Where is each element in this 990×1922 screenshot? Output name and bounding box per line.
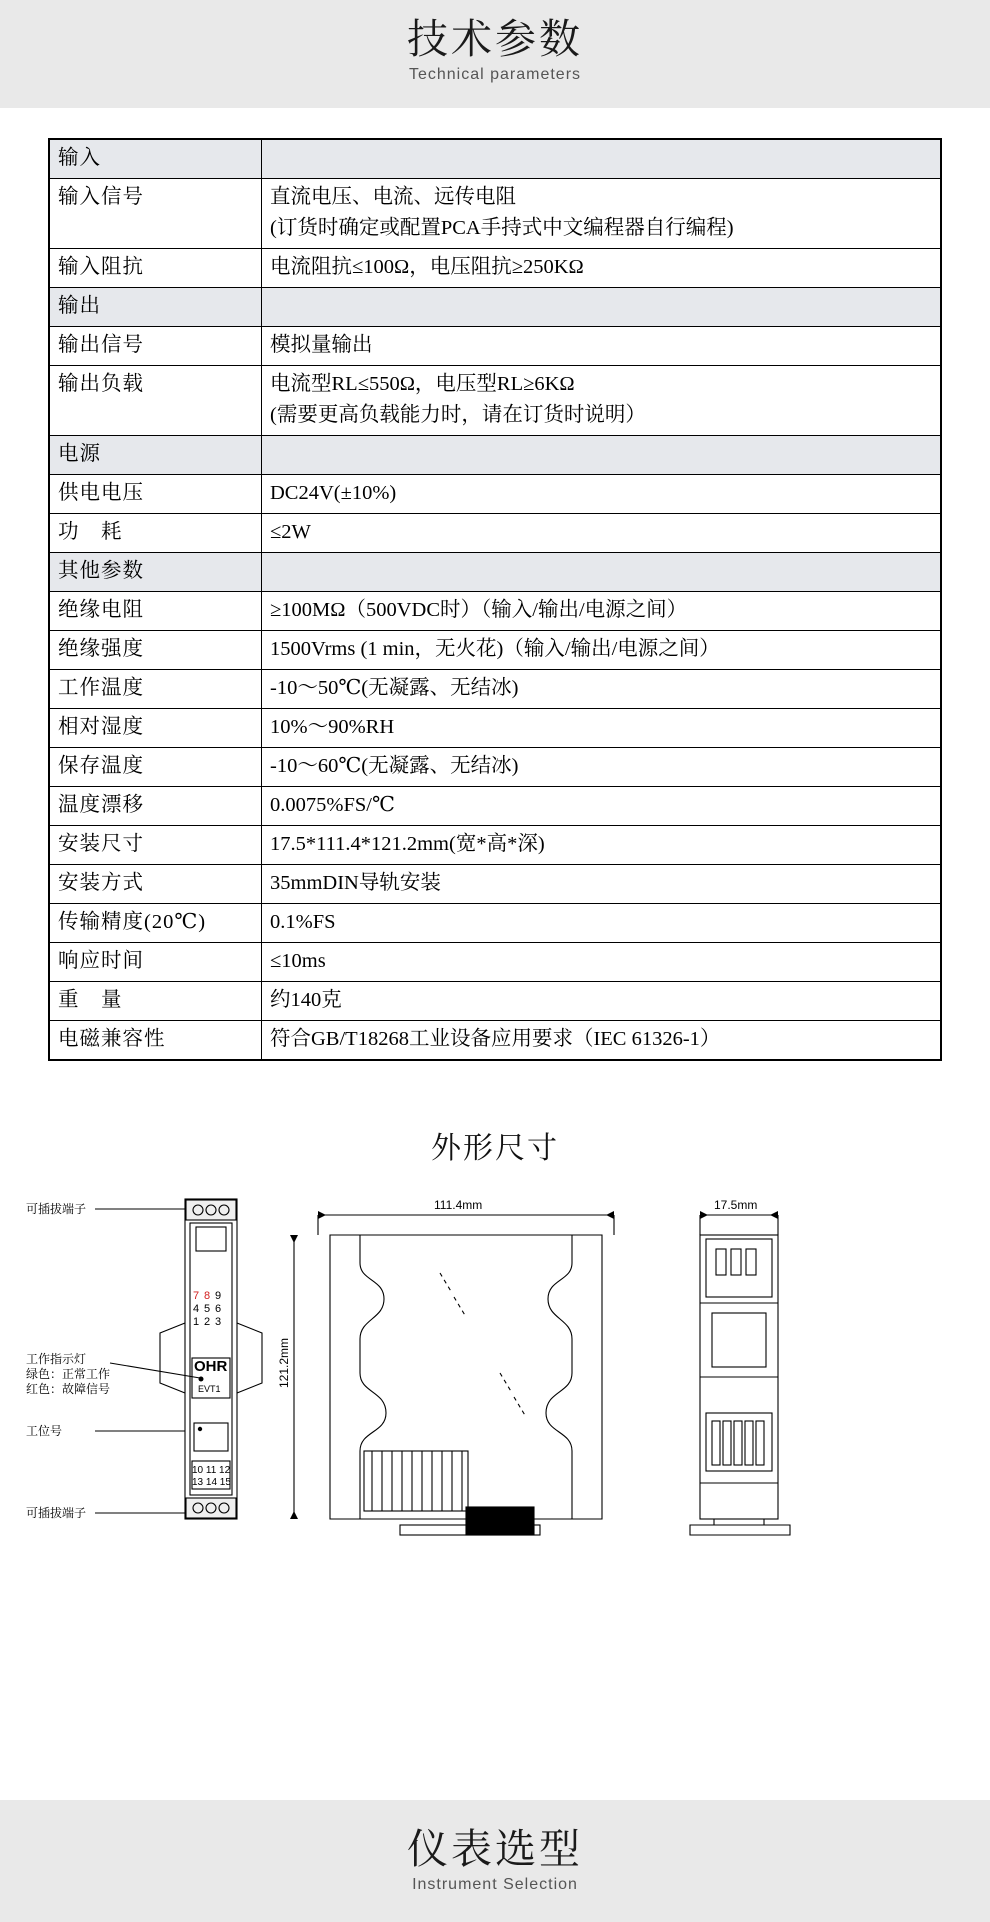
- spec-value: 电流阻抗≤100Ω，电压阻抗≥250KΩ: [262, 249, 942, 288]
- spec-label: 输入阻抗: [49, 249, 262, 288]
- spec-label: 输出负载: [49, 366, 262, 436]
- device-model: EVT1: [198, 1384, 221, 1394]
- spec-value: [262, 288, 942, 327]
- spec-value: 约140克: [262, 982, 942, 1021]
- spec-value: 1500Vrms (1 min，无火花)（输入/输出/电源之间）: [262, 631, 942, 670]
- terminal-number-9: 9: [215, 1290, 222, 1302]
- terminal-number-row-10-12: 10 11 12: [192, 1465, 231, 1476]
- technical-parameters-table: [48, 138, 942, 1061]
- table-row: [49, 670, 941, 709]
- spec-label: 功 耗: [49, 514, 262, 553]
- table-row: [49, 904, 941, 943]
- spec-value: ≥100MΩ（500VDC时）（输入/输出/电源之间）: [262, 592, 942, 631]
- table-row: [49, 288, 941, 327]
- spec-value: 0.1%FS: [262, 904, 942, 943]
- dimensions-title: 外形尺寸: [431, 1132, 559, 1165]
- spec-label: 输入信号: [49, 179, 262, 249]
- right-view-top-pins: [716, 1249, 756, 1275]
- spec-value: ≤10ms: [262, 943, 942, 982]
- measure-height: 121.2mm: [277, 1337, 291, 1388]
- spec-value-line2: (订货时确定或配置PCA手持式中文编程器自行编程): [270, 217, 734, 239]
- din-rail-clip: [466, 1507, 534, 1535]
- page-header-banner: [0, 0, 990, 108]
- dim-arrow-depth-left: [700, 1211, 708, 1219]
- spec-label: 相对湿度: [49, 709, 262, 748]
- spec-label: 输出信号: [49, 327, 262, 366]
- right-view-bottom-pins: [712, 1421, 764, 1465]
- spec-value: 10%～90%RH: [262, 709, 942, 748]
- spec-value: 17.5*111.4*121.2mm(宽*高*深): [262, 826, 942, 865]
- terminal-number-4: 4: [193, 1303, 200, 1315]
- spec-label: 输入: [49, 139, 262, 179]
- terminal-number-6: 6: [215, 1303, 222, 1315]
- label-indicator-red: 红色：故障信号: [26, 1382, 111, 1396]
- measure-width: 111.4mm: [434, 1198, 483, 1212]
- table-row: [49, 475, 941, 514]
- callout-line-indicator: [110, 1363, 200, 1378]
- callout-dot-indicator: [199, 1377, 204, 1382]
- spec-value: 0.0075%FS/℃: [262, 787, 942, 826]
- spec-value: [262, 553, 942, 592]
- table-row: [49, 327, 941, 366]
- dim-arrow-depth-right: [770, 1211, 778, 1219]
- spec-label: 绝缘电阻: [49, 592, 262, 631]
- spec-value: [262, 436, 942, 475]
- right-view-rail: [690, 1525, 790, 1535]
- spec-label: 温度漂移: [49, 787, 262, 826]
- table-row: [49, 943, 941, 982]
- label-top-terminal: 可插拔端子: [26, 1202, 87, 1216]
- side-dashed-detail: [440, 1273, 526, 1417]
- page-title: 技术参数: [407, 16, 583, 62]
- spec-value: 35mmDIN导轨安装: [262, 865, 942, 904]
- spec-value-line1: 电流型RL≤550Ω，电压型RL≥6KΩ: [270, 373, 575, 395]
- spec-value-line1: 直流电压、电流、远传电阻: [270, 186, 516, 208]
- table-row: [49, 748, 941, 787]
- spec-table-wrapper: [0, 108, 990, 1061]
- spec-value: [262, 139, 942, 179]
- side-profile-left: [330, 1235, 386, 1519]
- table-row: [49, 631, 941, 670]
- device-brand: OHR: [194, 1358, 228, 1375]
- table-row: [49, 514, 941, 553]
- tag-dot: [198, 1427, 202, 1431]
- dimension-drawing: [0, 1173, 990, 1563]
- spec-label: 重 量: [49, 982, 262, 1021]
- terminal-number-8: 8: [204, 1290, 211, 1302]
- dim-arrow-up: [290, 1235, 298, 1243]
- spec-value: -10～60℃(无凝露、无结冰): [262, 748, 942, 787]
- label-tag-number: 工位号: [26, 1424, 63, 1438]
- table-row: [49, 553, 941, 592]
- footer-subtitle: Instrument Selection: [412, 1876, 578, 1893]
- spec-value: [262, 366, 942, 436]
- table-row: [49, 865, 941, 904]
- terminal-number-1: 1: [193, 1316, 200, 1328]
- spec-label: 输出: [49, 288, 262, 327]
- spec-label: 传输精度(20℃): [49, 904, 262, 943]
- side-profile-right: [546, 1235, 602, 1519]
- spec-value: ≤2W: [262, 514, 942, 553]
- footer-title: 仪表选型: [407, 1826, 583, 1872]
- right-view-bottom-block: [706, 1413, 772, 1471]
- terminal-number-2: 2: [204, 1316, 211, 1328]
- spec-label: 电源: [49, 436, 262, 475]
- table-row: [49, 139, 941, 179]
- clip-right: [237, 1323, 262, 1393]
- terminal-number-7: 7: [193, 1290, 200, 1302]
- table-row: [49, 709, 941, 748]
- device-top-window: [196, 1227, 226, 1251]
- spec-label: 供电电压: [49, 475, 262, 514]
- label-indicator-green: 绿色：正常工作: [26, 1367, 111, 1381]
- page-footer-banner: [0, 1800, 990, 1922]
- spec-value: 模拟量输出: [262, 327, 942, 366]
- terminal-number-3: 3: [215, 1316, 222, 1328]
- clip-left: [160, 1323, 185, 1393]
- dim-arrow-down: [290, 1511, 298, 1519]
- table-row: [49, 436, 941, 475]
- table-row: [49, 826, 941, 865]
- dim-arrow-right: [606, 1211, 614, 1219]
- spec-label: 电磁兼容性: [49, 1021, 262, 1061]
- spec-label: 响应时间: [49, 943, 262, 982]
- right-view-mid-block: [712, 1313, 766, 1367]
- label-indicator-title: 工作指示灯: [26, 1352, 87, 1366]
- page-subtitle: Technical parameters: [408, 66, 582, 83]
- spec-value: DC24V(±10%): [262, 475, 942, 514]
- terminal-number-row-13-15: 13 14 15: [192, 1477, 231, 1488]
- table-row: [49, 982, 941, 1021]
- table-row: [49, 1021, 941, 1061]
- spec-label: 其他参数: [49, 553, 262, 592]
- table-row: [49, 592, 941, 631]
- measure-depth: 17.5mm: [714, 1198, 758, 1212]
- table-row: [49, 366, 941, 436]
- label-bottom-terminal: 可插拔端子: [26, 1506, 87, 1520]
- dimension-drawing-svg: [0, 1173, 990, 1563]
- terminal-number-5: 5: [204, 1303, 211, 1315]
- spec-label: 安装尺寸: [49, 826, 262, 865]
- spec-label: 保存温度: [49, 748, 262, 787]
- spec-value: 符合GB/T18268工业设备应用要求（IEC 61326-1）: [262, 1021, 942, 1061]
- spec-value: [262, 179, 942, 249]
- spec-label: 工作温度: [49, 670, 262, 709]
- spec-value: -10～50℃(无凝露、无结冰): [262, 670, 942, 709]
- spec-label: 绝缘强度: [49, 631, 262, 670]
- table-row: [49, 787, 941, 826]
- pin-comb-teeth: [372, 1451, 462, 1511]
- table-row: [49, 179, 941, 249]
- spec-label: 安装方式: [49, 865, 262, 904]
- table-row: [49, 249, 941, 288]
- spec-value-line2: (需要更高负载能力时，请在订货时说明）: [270, 404, 646, 426]
- dim-arrow-left: [318, 1211, 326, 1219]
